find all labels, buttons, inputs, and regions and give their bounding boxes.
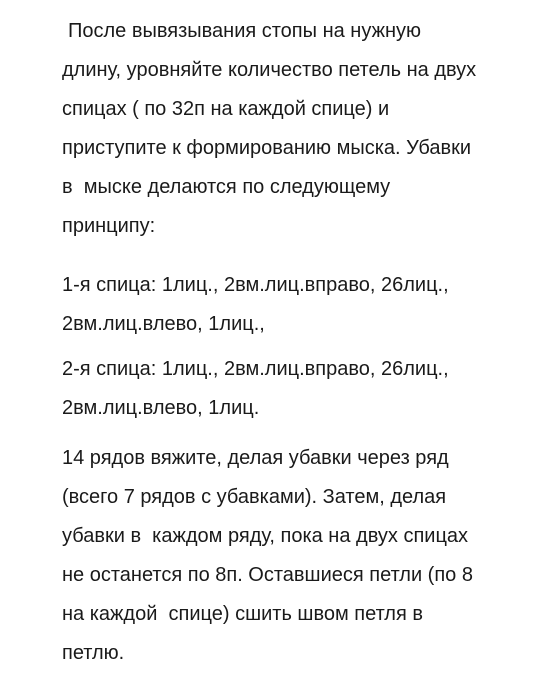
text-line: (всего 7 рядов с убавками). Затем, делая xyxy=(62,486,447,508)
paragraph-needle-1 xyxy=(62,266,449,344)
text-line: убавки в каждом ряду, пока на двух спицах xyxy=(62,525,469,547)
text-line: в мыске делаются по следующему xyxy=(62,176,391,198)
text-line: не останется по 8п. Оставшиеся петли (по 8 xyxy=(62,564,473,586)
text-line: принципу: xyxy=(62,215,156,237)
text-line: 2вм.лиц.влево, 1лиц. xyxy=(62,397,260,419)
text-line: петлю. xyxy=(62,642,125,664)
text-line: длину, уровняйте количество петель на двух xyxy=(62,59,477,81)
text-line: После вывязывания стопы на нужную xyxy=(68,20,421,42)
text-line: 1-я спица: 1лиц., 2вм.лиц.вправо, 26лиц., xyxy=(62,274,449,296)
text-line: 2вм.лиц.влево, 1лиц., xyxy=(62,313,265,335)
paragraph-finish xyxy=(62,439,473,673)
text-line: на каждой спице) сшить швом петля в xyxy=(62,603,423,625)
text-line: спицах ( по 32п на каждой спице) и xyxy=(62,98,390,120)
paragraph-intro xyxy=(62,12,476,246)
text-line: 14 рядов вяжите, делая убавки через ряд xyxy=(62,447,449,469)
paragraph-needle-2 xyxy=(62,350,449,428)
text-line: приступите к формированию мыска. Убавки xyxy=(62,137,472,159)
text-line: 2-я спица: 1лиц., 2вм.лиц.вправо, 26лиц., xyxy=(62,358,449,380)
